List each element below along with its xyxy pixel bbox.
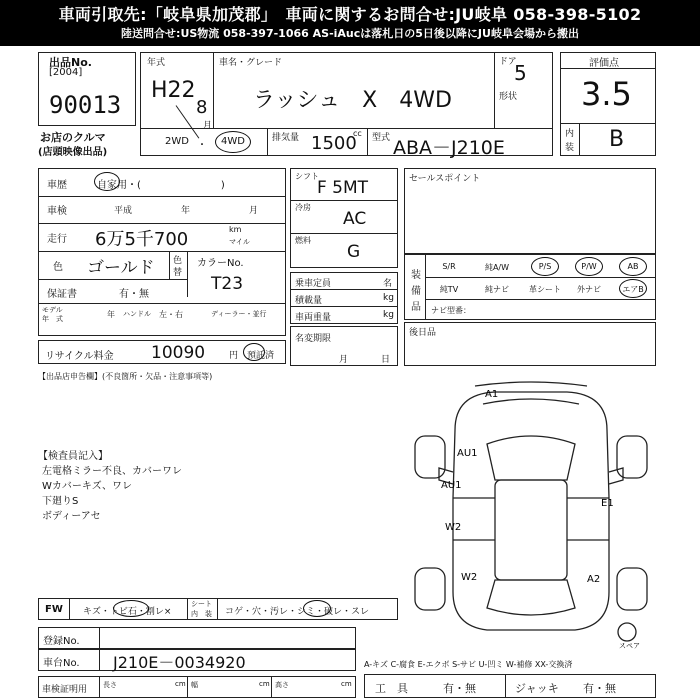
sheet-label-1: シート <box>191 600 212 608</box>
equip-genuine-aw: 純A/W <box>484 263 510 272</box>
defects-label: 【出品店申告欄】(不良箇所・欠品・注意事項等) <box>38 372 213 381</box>
damage-mark-w2: W2 <box>461 572 478 583</box>
divider <box>271 677 272 697</box>
year-label: 年式 <box>147 58 166 68</box>
color-no-value: T23 <box>211 274 244 294</box>
inspector-note: 下廻りS <box>42 496 79 507</box>
equip-sr: S/R <box>442 262 456 271</box>
listing-number: 90013 <box>49 91 122 119</box>
tools-label: 工 具 <box>375 682 408 695</box>
divider <box>187 251 188 297</box>
fw-row <box>38 598 398 620</box>
registration-row <box>38 627 356 649</box>
divider <box>217 599 218 619</box>
mileage-unit2: マイル <box>229 238 250 246</box>
handle-label: ハンドル <box>123 310 151 318</box>
model-year-label-2: 年 式 <box>42 315 63 323</box>
divider <box>494 53 495 128</box>
divider <box>505 675 506 697</box>
fuel-value: G <box>347 242 361 262</box>
rename-label: 名変期限 <box>295 334 332 344</box>
color-change-2: 替 <box>173 268 183 278</box>
divider <box>69 599 70 619</box>
equip-pw-circle <box>575 257 603 276</box>
drive-4wd-circle <box>215 131 251 153</box>
drive-dot: ・ <box>197 140 207 151</box>
damage-mark-au1: AU1 <box>457 448 478 459</box>
history-private-circle <box>94 172 120 191</box>
recycle-unit: 円 <box>229 351 239 361</box>
wheel <box>415 568 445 610</box>
divider <box>169 251 170 279</box>
model-value: ABA－J210E <box>393 137 505 159</box>
roof-outline <box>495 480 567 580</box>
rename-month: 月 <box>339 355 349 365</box>
rename-box <box>290 326 398 366</box>
recycle-status-circle <box>243 343 265 361</box>
dealer-label: ディーラー・並行 <box>211 310 267 318</box>
inspector-title: 【検査員記入】 <box>38 451 108 462</box>
shop-note-2: (店頭映像出品) <box>38 147 108 158</box>
tools-options: 有・無 <box>443 682 476 695</box>
windshield <box>487 436 575 480</box>
body-outline <box>453 392 609 630</box>
divider <box>39 251 285 252</box>
equip-external-navi: 外ナビ <box>577 285 601 294</box>
divider <box>213 53 214 128</box>
later-items-box <box>404 322 656 366</box>
vehicle-info-box <box>140 52 553 159</box>
equip-label-3: 品 <box>411 302 421 313</box>
equipment-box <box>404 254 656 320</box>
name-label: 車名・グレード <box>219 58 283 68</box>
cert-height: 高さ <box>275 681 289 689</box>
fuel-label: 燃料 <box>295 236 311 245</box>
equip-genuine-navi: 純ナビ <box>485 285 509 294</box>
shop-note-1: お店のクルマ <box>40 131 106 144</box>
drive-4wd: 4WD <box>221 136 245 147</box>
divider <box>39 223 285 224</box>
wheel <box>617 436 647 478</box>
shift-label: シフト <box>295 172 319 181</box>
car-diagram <box>405 380 657 650</box>
load-unit: kg <box>383 293 394 303</box>
weight-unit: kg <box>383 310 394 320</box>
specs-box <box>290 168 398 268</box>
cert-unit: cm <box>259 680 270 688</box>
color-no-label: カラーNo. <box>197 258 244 269</box>
damage-legend: A-キズ C-腐食 E-エクボ S-サビ U-凹ミ W-補修 XX-交換済 <box>364 660 573 669</box>
capacity-unit: 名 <box>383 279 393 289</box>
recycle-label: リサイクル料金 <box>45 351 114 362</box>
inspection-era: 平成 <box>114 206 133 216</box>
damage-mark-w2: W2 <box>445 522 462 533</box>
divider <box>425 255 426 319</box>
displacement-label: 排気量 <box>272 133 300 143</box>
door-label: ドア <box>499 57 517 67</box>
recycle-value: 10090 <box>151 343 206 363</box>
fw-items: キズ・トビ石・割レ× <box>83 607 172 617</box>
month-unit: 月 <box>203 121 213 131</box>
recycle-box <box>38 340 286 364</box>
shuppin-label: 出品No. <box>49 56 92 69</box>
weight-label: 車両重量 <box>295 313 332 323</box>
equip-air-bag: エアB <box>622 285 644 294</box>
sheet-dirt-circle <box>303 600 331 617</box>
divider <box>99 650 100 670</box>
divider <box>99 677 100 697</box>
equip-label-1: 装 <box>411 270 421 281</box>
capacity-label: 乗車定員 <box>295 279 332 289</box>
score-value: 3.5 <box>581 75 632 113</box>
spare-tire <box>618 623 636 641</box>
displacement-unit: cc <box>353 129 362 138</box>
shape-label: 形状 <box>499 92 518 102</box>
wheel <box>415 436 445 478</box>
jack-options: 有・無 <box>583 682 616 695</box>
sales-points-box <box>404 168 656 254</box>
interior-value: B <box>609 127 625 152</box>
spare-label: スペア <box>619 642 640 650</box>
history-box <box>38 168 286 336</box>
divider <box>187 599 188 619</box>
cert-label: 車検証明用 <box>42 685 88 695</box>
model-year-label-1: モデル <box>42 306 63 314</box>
name-value: ラッシュ X 4WD <box>253 88 452 113</box>
chassis-row <box>38 649 356 671</box>
equip-airb-circle <box>619 279 647 298</box>
recycle-status: 預託済 <box>247 351 275 361</box>
divider <box>187 677 188 697</box>
divider <box>579 123 580 155</box>
tools-row <box>364 674 656 698</box>
divider <box>367 128 368 156</box>
divider <box>425 277 655 278</box>
listing-year-tag: [2004] <box>49 67 83 78</box>
divider <box>99 628 100 648</box>
score-label: 評価点 <box>589 58 619 69</box>
cert-width: 幅 <box>191 681 198 689</box>
warranty-options: 有・無 <box>119 289 149 300</box>
fw-chip-circle <box>113 600 149 617</box>
history-label: 車歴 <box>47 180 67 191</box>
model-year-unit: 年 <box>107 310 115 319</box>
inspection-year: 年 <box>181 206 191 216</box>
damage-mark-a1: A1 <box>485 389 499 400</box>
divider <box>291 200 397 201</box>
navi-label: ナビ型番： <box>431 306 471 315</box>
divider <box>425 299 655 300</box>
mileage-label: 走行 <box>47 234 67 245</box>
color-value: ゴールド <box>87 258 155 278</box>
interior-label-1: 内 <box>565 129 575 139</box>
displacement-value: 1500 <box>311 133 357 154</box>
load-label: 積載量 <box>295 296 323 306</box>
equip-ab: AB <box>627 262 639 271</box>
divider <box>561 123 655 124</box>
divider <box>39 303 285 304</box>
divider <box>291 289 397 290</box>
divider <box>39 279 187 280</box>
mileage-value: 6万5千700 <box>95 229 189 250</box>
shift-value: F 5MT <box>317 178 369 198</box>
sheet-label-2: 内 装 <box>191 610 212 618</box>
handle-options: 左・右 <box>159 310 183 319</box>
certificate-row <box>38 676 356 698</box>
equip-ab-circle <box>619 257 647 276</box>
inspection-month: 月 <box>249 206 259 216</box>
color-label: 色 <box>53 262 63 273</box>
interior-label-2: 装 <box>565 143 575 153</box>
damage-mark-a2: A2 <box>587 574 601 585</box>
divider <box>291 233 397 234</box>
divider <box>39 196 285 197</box>
ac-label: 冷房 <box>295 203 311 212</box>
cert-length: 長さ <box>103 681 117 689</box>
mileage-unit: km <box>229 225 242 234</box>
warranty-label: 保証書 <box>47 289 77 300</box>
inspector-note: Wカバーキズ、ワレ <box>42 481 132 492</box>
year-value: H22 <box>151 78 196 103</box>
equip-label-2: 備 <box>411 286 421 297</box>
wheel <box>617 568 647 610</box>
divider <box>291 306 397 307</box>
damage-mark-e1: E1 <box>601 498 614 509</box>
listing-number-box <box>38 52 136 126</box>
later-label: 後日品 <box>409 328 437 338</box>
registration-label: 登録No. <box>43 636 80 647</box>
equip-ps-circle <box>531 257 559 276</box>
model-label: 型式 <box>372 133 391 143</box>
header-line-1: 車両引取先:「岐阜県加茂郡」 車両に関するお問合せ:JU岐阜 058-398-5102 <box>58 5 642 24</box>
color-change-1: 色 <box>173 256 183 266</box>
equip-pw: P/W <box>581 262 597 271</box>
divider <box>267 128 268 156</box>
chassis-label: 車台No. <box>43 658 80 669</box>
inspector-note: 左電格ミラー不良、カバーワレ <box>42 466 182 477</box>
inspector-note: ボディーアセ <box>42 511 101 522</box>
equip-genuine-tv: 純TV <box>439 285 459 294</box>
header-banner <box>0 0 700 46</box>
jack-label: ジャッキ <box>515 682 559 695</box>
sales-points-label: セールスポイント <box>409 174 481 184</box>
header-line-2: 陸送問合せ:US物流 058-397-1066 AS-iAucは落札日の5日後以降にJU岐阜会場から搬出 <box>121 27 579 40</box>
fw-label: FW <box>45 604 63 615</box>
grade-box <box>560 52 656 156</box>
damage-mark-au1: AU1 <box>441 480 462 491</box>
sheet-items: コゲ・穴・汚レ・シミ・破レ・スレ <box>225 607 370 617</box>
front-bumper <box>475 382 587 386</box>
rear-glass <box>487 580 575 615</box>
rename-day: 日 <box>381 355 391 365</box>
equip-ps: P/S <box>538 262 552 271</box>
chassis-value: J210E－0034920 <box>113 653 246 672</box>
capacity-box <box>290 272 398 324</box>
door-value: 5 <box>514 61 527 85</box>
month-value: 8 <box>196 97 208 118</box>
divider <box>561 68 655 69</box>
drive-2wd: 2WD <box>165 136 189 147</box>
ac-value: AC <box>343 209 367 229</box>
history-options: 自家用・( ) <box>97 180 225 191</box>
cert-unit: cm <box>341 680 352 688</box>
inspection-label: 車検 <box>47 206 67 217</box>
cert-unit: cm <box>175 680 186 688</box>
divider <box>141 128 552 129</box>
equip-leather-seat: 革シート <box>529 285 561 294</box>
